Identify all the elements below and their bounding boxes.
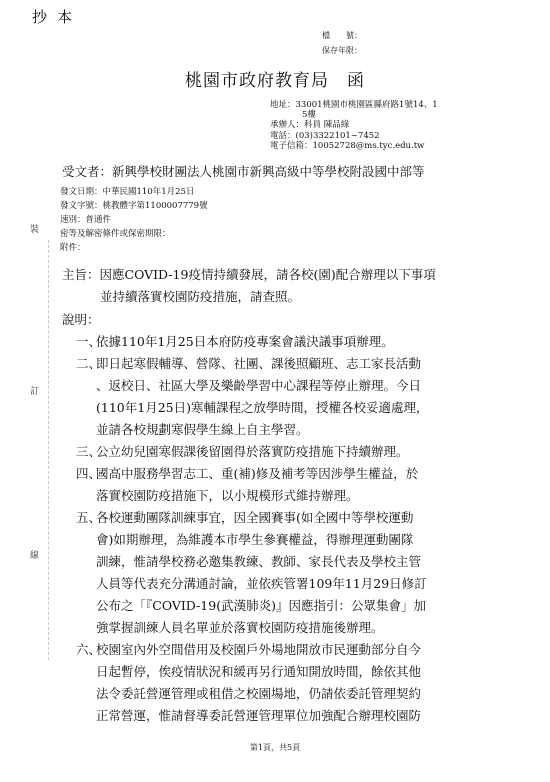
item-text-line: 依據110年1月25日本府防疫專案會議決議事項辦理。 (96, 334, 394, 349)
delivery-speed: 速別：普通件 (60, 215, 112, 225)
item-text-line: 法令委託營運管理或租借之校園場地，仍請依委託管理契約 (96, 686, 422, 701)
item-text-line: 人員等代表充分溝通討論，並依疾管署109年11月29日修訂 (96, 576, 427, 591)
item-text-line: 各校運動團隊訓練事宜，因全國賽事(如全國中等學校運動 (96, 510, 414, 525)
item-text-line: 強掌握訓練人員名單並於落實校園防疫措施後辦理。 (96, 620, 384, 635)
subject-line-1: 主旨：因應COVID-19疫情持續發展，請各校(園)配合辦理以下事項 (62, 267, 436, 282)
binding-mark-xian: 線 (30, 551, 40, 561)
item-text-line: 公布之「『COVID-19(武漢肺炎)』因應指引：公眾集會」加 (96, 598, 426, 613)
address-line-2: 5樓 (302, 110, 316, 120)
handler-line: 承辦人：科員 陳品綠 (270, 120, 350, 130)
item-text-line: 國高中服務學習志工、重(補)修及補考等因涉學生權益，於 (96, 466, 419, 481)
item-number: 三、 (76, 444, 102, 459)
recipient-line: 受文者：新興學校財團法人桃園市新興高級中等學校附設國中部等 (62, 164, 425, 179)
item-number: 一、 (76, 334, 102, 349)
page-number: 第1頁，共5頁 (249, 743, 301, 752)
item-text-line: 公立幼兒園寒假課後留園得於落實防疫措施下持續辦理。 (96, 444, 409, 459)
item-text-line: 落實校園防疫措施下，以小規模形式維持辦理。 (96, 488, 359, 503)
address-line-1: 地址：33001桃園市桃園區縣府路1號14、1 (270, 100, 438, 110)
binding-mark-ding: 訂 (30, 387, 40, 397)
attachment: 附件： (60, 243, 86, 253)
document-title: 桃園市政府教育局 函 (185, 71, 365, 91)
item-text-line: 訓練，惟請學校務必邀集教練、教師、家長代表及學校主管 (96, 554, 422, 569)
item-text-line: 正常營運，惟請督導委託營運管理單位加強配合辦理校園防 (96, 708, 422, 723)
file-number-label: 檔 號： (322, 31, 362, 40)
email-line: 電子信箱：10052728@ms.tyc.edu.tw (270, 141, 425, 151)
confidentiality: 密等及解密條件或保密期限： (60, 229, 171, 239)
item-text-line: 日起暫停，俟疫情狀況和緩再另行通知開放時間，餘依其他 (96, 664, 422, 679)
item-number: 五、 (76, 510, 102, 525)
phone-line: 電話：(03)3322101~7452 (270, 131, 380, 141)
item-number: 四、 (76, 466, 102, 481)
retention-period-label: 保存年限： (322, 46, 362, 55)
explanation-label: 說明： (62, 312, 100, 327)
binding-line (48, 240, 49, 660)
item-text-line: 並請各校規劃寒假學生線上自主學習。 (96, 422, 309, 437)
copy-stamp-label: 抄本 (32, 8, 83, 26)
subject-line-2: 並持續落實校園防疫措施，請查照。 (100, 289, 301, 304)
item-number: 六、 (76, 642, 102, 657)
item-text-line: 會)如期辦理，為維護本市學生參賽權益，得辦理運動團隊 (96, 532, 414, 547)
item-number: 二、 (76, 356, 102, 371)
issue-date: 發文日期：中華民國110年1月25日 (60, 187, 195, 197)
document-number: 發文字號：桃教體字第1100007779號 (60, 201, 208, 211)
item-text-line: 校園室內外空間借用及校園戶外場地開放市民運動部分自今 (96, 642, 422, 657)
item-text-line: 、返校日、社區大學及樂齡學習中心課程等停止辦理。今日 (96, 378, 422, 393)
item-text-line: (110年1月25日)寒輔課程之放學時間，授權各校妥適處理， (96, 400, 429, 415)
binding-mark-zhuang: 裝 (30, 225, 40, 235)
item-text-line: 即日起寒假輔導、營隊、社團、課後照顧班、志工家長活動 (96, 356, 422, 371)
